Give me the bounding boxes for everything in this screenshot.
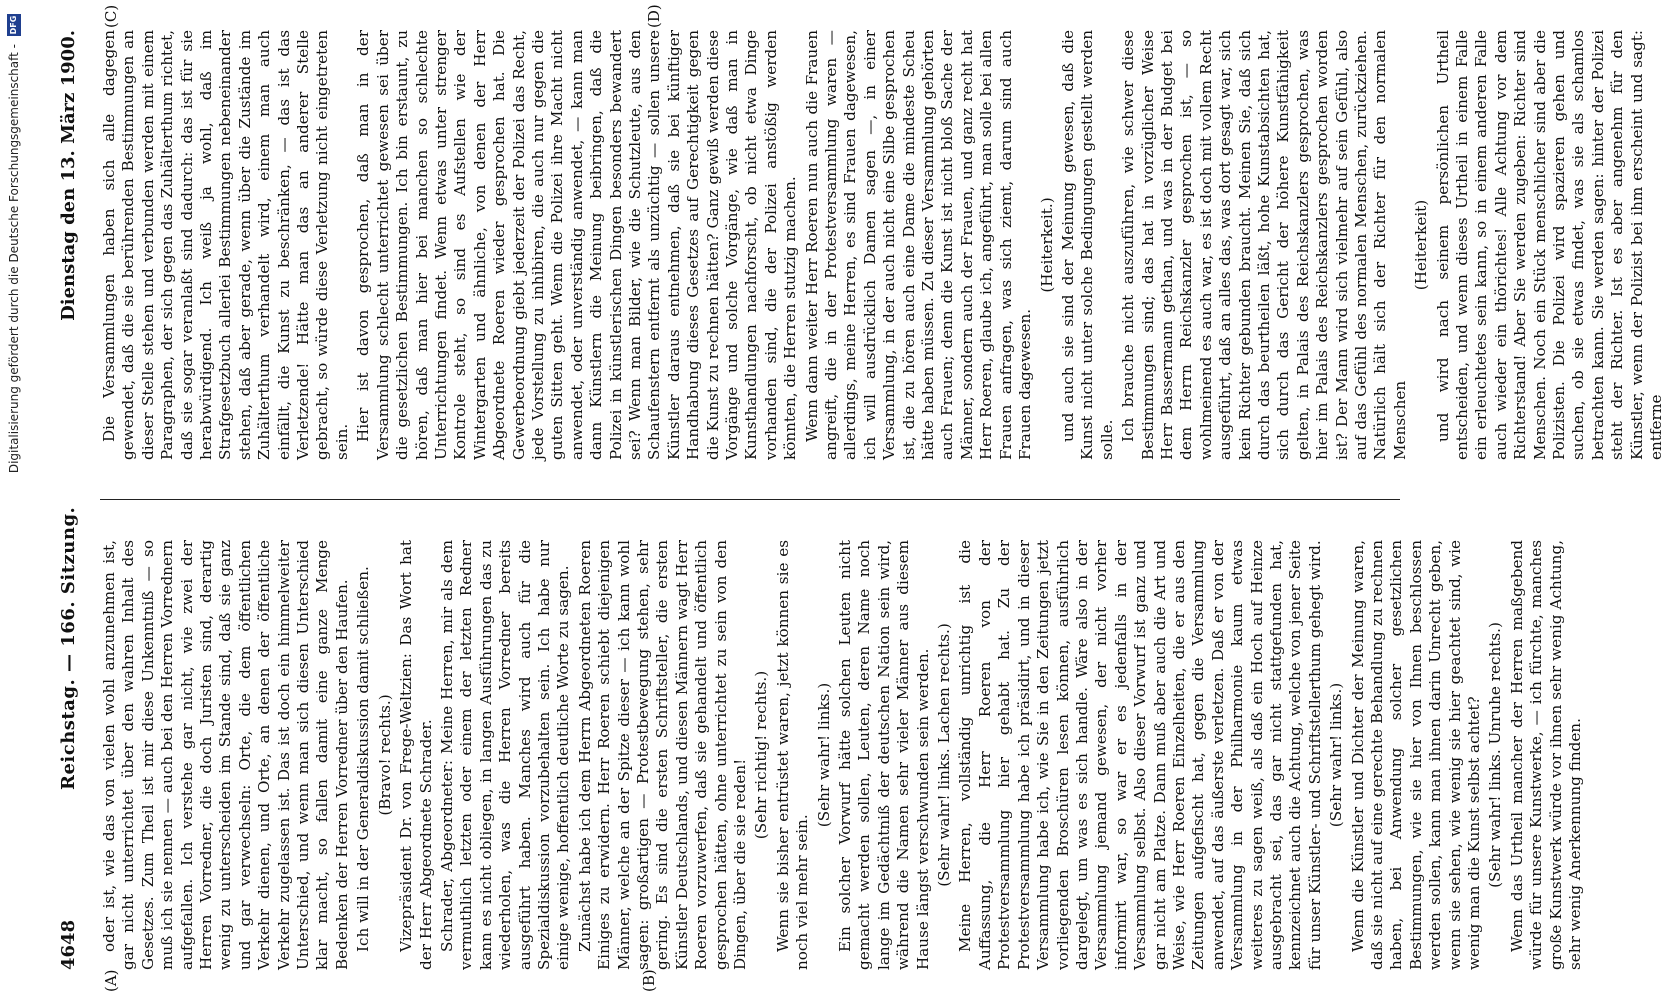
paragraph: Ich will in der Generaldiskussion damit schließen. xyxy=(354,566,373,952)
paragraph: Meine Herren, vollständig unrichtig ist die Auffassung, die Herr Roeren von der Protestversammlung hier gehabt hat. Zu der Protestversammlung habe ich präsidirt, und in dieser Versammlung habe ich, wie Sie in den Zeitungen jetzt vorliegenden Broschüren lesen können, ausführlich dargelegt, um was es sich handle. Wäre also in der Versammlung jemand gewesen, der nicht vorher informirt war, so war er es jedenfalls in der Versammlung selbst. Also dieser Vorwurf ist ganz und gar nicht am Platze. Dann muß aber auch die Art und Weise, wie Herr Roeren Einzelheiten, die er aus den Zeitungen aufgefischt hat, gegen die Versammlung anwendet, auf das äußerste verletzen. Daß er von der Versammlung in der Philharmonie kaum etwas weiteres zu sagen weiß, als daß ein Hoch auf Heinze ausgebracht sei, das gar nicht stattgefunden hat, kennzeichnet auch die Achtung, welche von jener Seite für unser Künstler- und Schriftstellerthum gehegt wird. xyxy=(956,540,1324,970)
margin-mark-d: (D) xyxy=(645,4,663,28)
paragraph: Hier ist davon gesprochen, daß man in der Versammlung schlecht unterrichtet gewesen sei über die gesetzlichen Bestimmungen. Ich bin erstaunt, zu hören, daß man hier bei manchen so schlechte Unterrichtungen findet. Wenn etwas unter strenger Kontrole steht, so sind es Aufstellen wie der Wintergarten und ähnliche, von denen der Herr Abgeordnete Roeren wieder gesprochen hat. Die Gewerbeordnung giebt jederzeit der Polizei das Recht, jede Vorstellung zu inhibiren, die auch nur gegen die guten Sitten geht. Wenn die Polizei ihre Macht nicht anwendet, oder unverständig anwendet, — kann man dann Künstlern die Meinung beibringen, daß die Polizei in künstlerischen Dingen besonders bewandert sei? Wenn man Bilder, wie die Schutzleute, aus den Schaufenstern entfernt als unzüchtig — sollen unsere Künstler daraus entnehmen, daß sie bei künftiger Handhabung dieses Gesetzes auf Gerechtigkeit gegen die Kunst zu rechnen hätten? Ganz gewiß werden diese Vorgänge und solche Vorgänge, wie daß man in Kunsthandlungen nachforscht, ob nicht etwa Dinge vorhanden sind, die der Polizei anstößig werden könnten, die Herren stutzig machen. xyxy=(354,30,800,460)
paragraph: Wenn dann weiter Herr Roeren nun auch die Frauen angreift, die in der Protestversammlung waren — allerdings, meine Herren, es sind Frauen dagewesen, ich will ausdrücklich Damen sagen —, in einer Versammlung, in der auch nicht eine Silbe gesprochen ist, die zu hören auch eine Dame die mindeste Scheu hätte haben müssen. Zu dieser Versammlung gehörten auch Frauen; denn die Kunst ist nicht bloß Sache der Männer, sondern auch der Frauen, und ganz recht hat Herr Roeren, glaube ich, angeführt, man solle bei allen Frauen anfragen, was sich ziemt, darum sind auch Frauen dagewesen. xyxy=(802,30,1035,460)
newspaper-page xyxy=(40,0,1666,1000)
interjection: (Heiterkeit.) xyxy=(1037,197,1056,293)
margin-mark-a: (A) xyxy=(102,969,120,992)
paragraph: und wird nach seinem persönlichen Urtheil entscheiden, und wenn dieses Urtheil in einem Falle ein erleuchtetes sein kann, so in einem anderen Falle auch wieder ein thörichtes! Alle Achtung vor dem Richterstand! Aber Sie werden zugeben: Richter sind Menschen. Noch ein Stück menschlicher sind aber die Polizisten. Die Polizei wird spazieren gehen und suchen, ob sie etwas findet, was sie als schamlos betrachten kann. Sie werden sagen: hinter der Polizei steht der Richter. Ist es aber angenehm für den Künstler, wenn der Polizist bei ihm erscheint und sagt: entferne xyxy=(1433,30,1666,460)
paragraph: Schrader, Abgeordneter: Meine Herren, mir als dem vermuthlich letzten oder einem der letzten Redner kann es nicht obliegen, in langen Ausführungen das zu wiederholen, was die Herren Vorredner bereits ausgeführt haben. Manches wird auch für die Spezialdiskussion vorzubehalten sein. Ich habe nur einige wenige, hoffentlich deutliche Worte zu sagen. xyxy=(437,540,573,970)
funding-note-text: Digitalisierung gefördert durch die Deutsche Forschungsgemeinschaft - xyxy=(7,44,21,474)
paragraph: und auch sie sind der Meinung gewesen, daß die Kunst nicht unter solche Bedingungen gestellt werden solle. xyxy=(1058,30,1116,460)
page-header xyxy=(50,30,90,970)
side-strip xyxy=(0,0,28,1000)
funding-note xyxy=(0,0,28,1000)
margin-mark-b: (B) xyxy=(640,969,658,992)
interjection: (Sehr wahr! links.) xyxy=(1327,682,1346,828)
paragraph: Ein solcher Vorwurf hätte solchen Leuten nicht gemacht werden sollen, Leuten, deren Name noch lange im Gedächtniß der deutschen Nation sein wird, während die Namen sehr vieler Männer aus diesem Hause längst verschwunden sein werden. xyxy=(836,540,932,970)
margin-mark-c: (C) xyxy=(102,4,120,28)
interjection: (Heiterkeit) xyxy=(1412,199,1431,291)
interjection: (Sehr wahr! links. Unruhe rechts.) xyxy=(1486,622,1505,888)
page-number: 4648 xyxy=(58,919,79,970)
interjection: (Bravo! rechts.) xyxy=(375,694,394,816)
column-divider xyxy=(100,499,1400,500)
page-title: Reichstag. — 166. Sitzung. xyxy=(58,506,79,790)
interjection: (Sehr wahr! links. Lachen rechts.) xyxy=(935,623,954,887)
paragraph: Die Versammlungen haben sich alle dagegen gewendet, daß die sie berührenden Bestimmungen an dieser Stelle stehen und verbunden werden mit einem Paragraphen, der sich gegen das Zuhälterthum richtet, daß sie sogar veranlaßt sind dadurch: das ist für sie herabwürdigend. Ich weiß ja wohl, daß im Strafgesetzbuch allerlei Bestimmungen nebeneinander stehen, daß aber gerade, wenn über die Zustände im Zuhälterthum verhandelt wird, einem man auch einfällt, die Kunst zu beschränken, — das ist das Verletzende! Hätte man das an anderer Stelle gebracht, so würde diese Verletzung nicht eingetreten sein. xyxy=(100,30,351,460)
paragraph: Zunächst habe ich dem Herrn Abgeordneten Roeren Einiges zu erwidern. Herr Roeren schiebt diejenigen Männer, welche an der Spitze dieser — ich kann wohl sagen: großartigen — Protestbewegung stehen, sehr gering. Es sind die ersten Schriftsteller, die ersten Künstler Deutschlands, und diesen Männern wagt Herr Roeren vorzuwerfen, daß sie gehandelt und öffentlich gesprochen hätten, ohne unterrichtet zu sein von den Dingen, über die sie reden! xyxy=(575,540,749,970)
right-text-column xyxy=(100,30,1666,460)
paragraph: Wenn die Künstler und Dichter der Meinung waren, daß sie nicht auf eine gerechte Behandlung zu rechnen haben, bei Anwendung solcher gesetzlichen Bestimmungen, wie sie hier von Ihnen beschlossen werden sollen, kann man ihnen darin Unrecht geben, wenn sie sehen, wie wenig sie hier geachtet sind, wie wenig man die Kunst selbst achtet? xyxy=(1348,540,1484,970)
paragraph: oder ist, wie das von vielen wohl anzunehmen ist, gar nicht unterrichtet über den wahren Inhalt des Gesetzes. Zum Theil ist mir diese Unkenntniß — so muß ich sie nennen — auch bei den Herren Vorrednern aufgefallen. Ich verstehe gar nicht, wie zwei der Herren Vorredner, die doch Juristen sind, derartig wenig zu unterscheiden im Stande sind, daß sie ganz und gar verwechseln: Orte, die dem öffentlichen Verkehr dienen, und Orte, an denen der öffentliche Verkehr zugelassen ist. Das ist doch ein himmelweiter Unterschied, und wenn man sich diesen Unterschied klar macht, so fallen damit eine ganze Menge Bedenken der Herren Vorredner über den Haufen. xyxy=(100,540,351,970)
paragraph: Wenn sie bisher entrüstet waren, jetzt können sie es noch viel mehr sein. xyxy=(773,540,812,970)
paragraph: Ich brauche nicht auszuführen, wie schwer diese Bestimmungen sind; das hat in vorzüglicher Weise Herr Bassermann gethan, und was in der Budget bei dem Herrn Reichskanzler gesprochen ist, — so wohlmeinend es auch war, es ist doch mit vollem Recht ausgeführt, daß an alles das, was dort gesagt war, sich kein Richter gebunden braucht. Meinen Sie, daß sich durch das beurtheilen läßt, hohe Kunstabsichten hat, sich durch das Gericht der höhere Kunstfähigkeit gelten, in Palais des Reichskanzlers gesprochen, was hier im Palais des Reichskanzlers gesprochen worden ist? Der Mann wird sich vielmehr auf sein Gefühl, also auf das Gefühl des normalen Menschen, zurückziehen. Natürlich hält sich der Richter für den normalen Menschen xyxy=(1119,30,1409,460)
interjection: (Sehr richtig! rechts.) xyxy=(752,670,771,840)
dfg-logo: DFG xyxy=(7,14,21,36)
interjection: (Sehr wahr! links.) xyxy=(814,682,833,828)
page-date: Dienstag den 13. März 1900. xyxy=(58,30,79,321)
paragraph: Vizepräsident Dr. von Frege-Weltzien: Das Wort hat der Herr Abgeordnete Schrader. xyxy=(397,540,435,970)
left-text-column xyxy=(100,540,1585,970)
paragraph: Wenn das Urtheil mancher der Herren maßgebend würde für unsere Kunstwerke, — ich fürchte, manches große Kunstwerk würde vor ihnen sehr wenig Achtung, sehr wenig Anerkennung finden. xyxy=(1507,540,1585,970)
